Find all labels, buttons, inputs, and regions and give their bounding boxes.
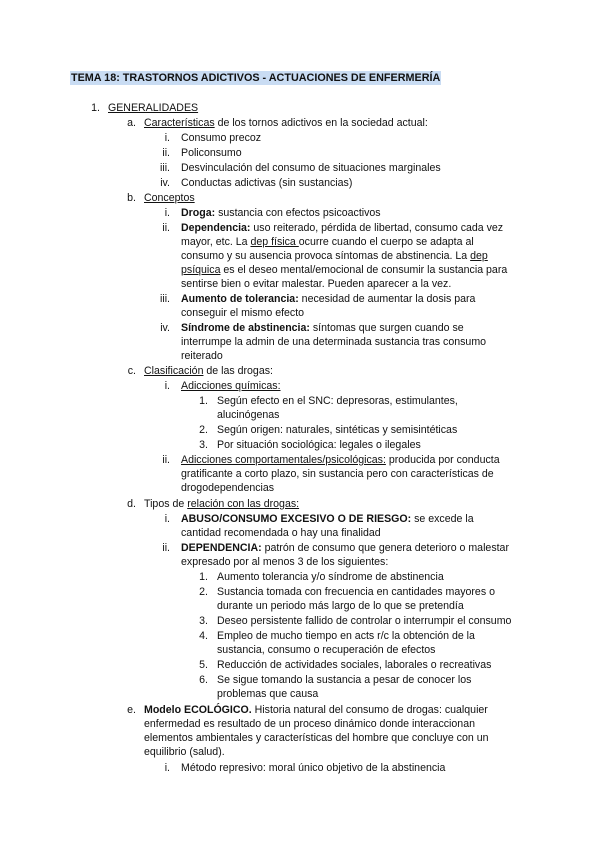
list-letter: a. (127, 117, 136, 129)
list-roman: i. (164, 513, 170, 525)
adicciones-comportamentales: Adicciones comportamentales/psicológicas: producida por conducta (181, 454, 500, 466)
text-line: conseguir el mismo efecto (181, 307, 305, 319)
text-line: reiterado (181, 350, 223, 362)
concept-tolerancia: Aumento de tolerancia: necesidad de aumentar la dosis para (181, 293, 476, 305)
list-item: Aumento tolerancia y/o síndrome de abstinencia (217, 571, 444, 583)
subsection-d: Tipos de relación con las drogas: (144, 498, 300, 510)
list-item: Reducción de actividades sociales, laborales o recreativas (217, 659, 492, 671)
list-letter: d. (127, 498, 136, 510)
list-number: 6. (199, 674, 208, 686)
list-letter: c. (127, 365, 136, 377)
list-item: Se sigue tomando la sustancia a pesar de conocer los (217, 674, 472, 686)
list-number: 2. (199, 424, 208, 436)
abuso-consumo: ABUSO/CONSUMO EXCESIVO O DE RIESGO: se excede la (181, 513, 474, 525)
list-item: Según efecto en el SNC: depresoras, estimulantes, (217, 395, 458, 407)
text-line: interrumpe la admin de una determinada sustancia tras consumo (181, 336, 487, 348)
adicciones-quimicas: Adicciones químicas: (181, 380, 281, 392)
list-roman: i. (164, 762, 170, 774)
list-number: 3. (199, 615, 208, 627)
section-heading: GENERALIDADES (108, 102, 199, 114)
list-letter: b. (127, 192, 136, 204)
subsection-b: Conceptos (144, 192, 195, 204)
text-line: enfermedad es resultado de un proceso dinámico donde interaccionan (144, 718, 475, 730)
list-roman: i. (164, 380, 170, 392)
concept-abstinencia: Síndrome de abstinencia: síntomas que surgen cuando se (181, 322, 464, 334)
list-number: 4. (199, 630, 208, 642)
list-number: 5. (199, 659, 208, 671)
text-line: sentirse bien o evitar malestar. Pueden aparecer a la vez. (181, 278, 452, 290)
list-number: 1. (91, 102, 100, 114)
list-number: 2. (199, 586, 208, 598)
list-number: 3. (199, 439, 208, 451)
text-line: problemas que causa (217, 688, 319, 700)
page-title: TEMA 18: TRASTORNOS ADICTIVOS - ACTUACIONES DE ENFERMERÍA (71, 72, 441, 84)
subsection-a: Características de los tornos adictivos en la sociedad actual: (144, 117, 428, 129)
text-line: expresado por al menos 3 de los siguientes: (181, 556, 389, 568)
list-item: Método represivo: moral único objetivo de la abstinencia (181, 762, 446, 774)
list-roman: iii. (159, 162, 170, 174)
list-roman: ii. (162, 222, 170, 234)
text-line: durante un periodo más largo de lo que se pretendía (217, 600, 464, 612)
list-roman: ii. (162, 542, 170, 554)
list-roman: i. (164, 132, 170, 144)
list-item: Sustancia tomada con frecuencia en cantidades mayores o (217, 586, 495, 598)
list-number: 1. (199, 395, 208, 407)
list-letter: e. (127, 704, 136, 716)
text-line: consumo y su ausencia provoca síntomas de abstinencia. La dep (181, 250, 488, 262)
text-line: mayor, etc. La dep física ocurre cuando el cuerpo se adapta al (181, 236, 474, 248)
text-line: alucinógenas (217, 409, 280, 421)
text-line: equilibrio (salud). (144, 746, 225, 758)
text-line: drogodependencias (181, 482, 275, 494)
list-item: Según origen: naturales, sintéticas y semisintéticas (217, 424, 458, 436)
dependencia: DEPENDENCIA: patrón de consumo que genera deterioro o malestar (181, 542, 509, 554)
text-line: sustancia, consumo o recuperación de efectos (217, 644, 436, 656)
list-item: Consumo precoz (181, 132, 262, 144)
text-line: elementos ambientales y características del hombre que concluye con un (144, 732, 489, 744)
list-item: Empleo de mucho tiempo en acts r/c la obtención de la (217, 630, 475, 642)
list-roman: iii. (159, 293, 170, 305)
list-item: Desvinculación del consumo de situaciones marginales (181, 162, 441, 174)
list-item: Policonsumo (181, 147, 242, 159)
list-item: Deseo persistente fallido de controlar o interrumpir el consumo (217, 615, 512, 627)
text-line: gratificante a corto plazo, sin sustancia pero con características de (181, 468, 494, 480)
concept-droga: Droga: sustancia con efectos psicoactivos (181, 207, 381, 219)
list-roman: ii. (162, 147, 170, 159)
list-item: Conductas adictivas (sin sustancias) (181, 177, 353, 189)
text-line: cantidad recomendada o hay una finalidad (181, 527, 381, 539)
list-item: Por situación sociológica: legales o ilegales (217, 439, 421, 451)
modelo-ecologico: Modelo ECOLÓGICO. Historia natural del consumo de drogas: cualquier (144, 704, 488, 716)
list-roman: iv. (160, 177, 170, 189)
list-roman: iv. (160, 322, 170, 334)
text-line: psíquica es el deseo mental/emocional de consumir la sustancia para (181, 264, 508, 276)
concept-dependencia: Dependencia: uso reiterado, pérdida de libertad, consumo cada vez (181, 222, 504, 234)
subsection-c: Clasificación de las drogas: (144, 365, 273, 377)
list-number: 1. (199, 571, 208, 583)
list-roman: i. (164, 207, 170, 219)
list-roman: ii. (162, 454, 170, 466)
